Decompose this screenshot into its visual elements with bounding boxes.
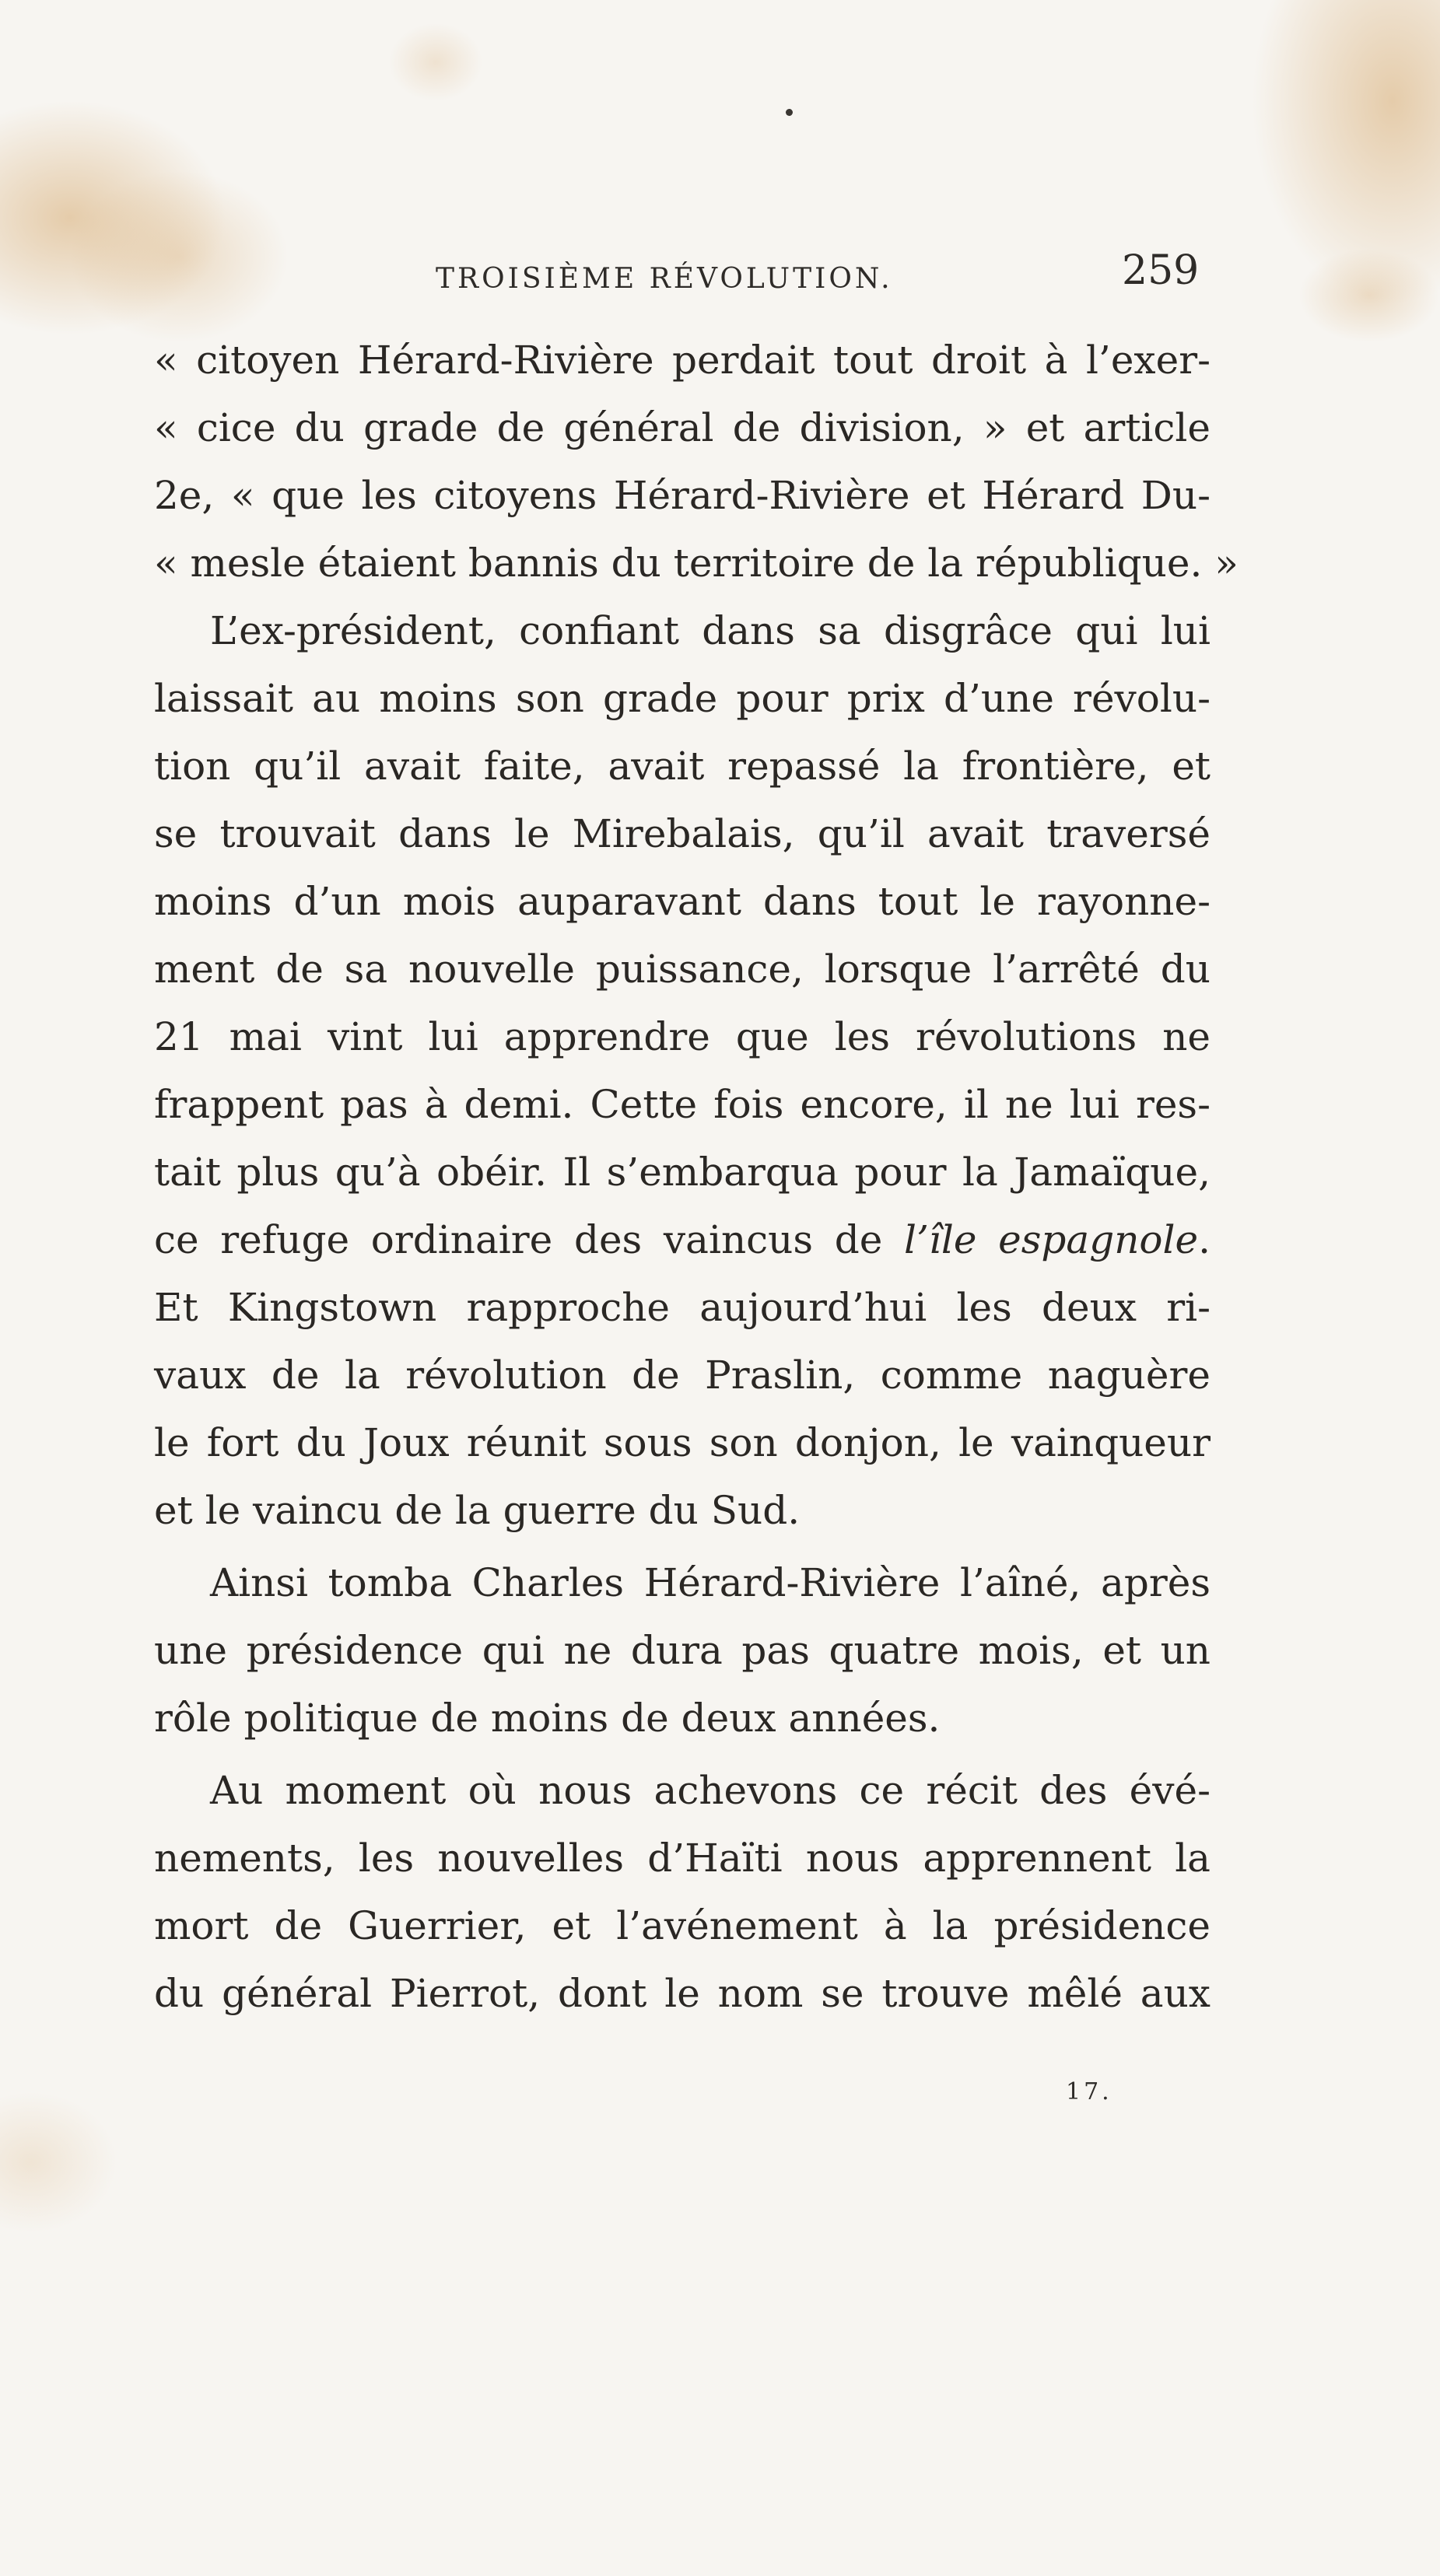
paragraph-start-line: Au moment où nous achevons ce récit des évé- [210,1768,1211,1813]
paragraph-start-line: L’ex-président, confiant dans sa disgrâce qui lui [210,608,1211,653]
text-line: frappent pas à demi. Cette fois encore, il ne lui res- [154,1082,1211,1127]
text-segment: . [1198,1217,1211,1262]
text-line: Et Kingstown rapproche aujourd’hui les deux ri- [154,1285,1211,1330]
italic-phrase: l’île espagnole [903,1217,1199,1262]
text-line: rôle politique de moins de deux années. [154,1696,941,1741]
text-line: nements, les nouvelles d’Haïti nous apprennent la [154,1836,1211,1881]
text-line: et le vaincu de la guerre du Sud. [154,1488,801,1533]
text-line: une présidence qui ne dura pas quatre mois, et un [154,1628,1211,1673]
text-line: « mesle étaient bannis du territoire de la république. » [154,541,1239,586]
text-line: « citoyen Hérard-Rivière perdait tout droit à l’exer- [154,338,1211,383]
text-line: 2e, « que les citoyens Hérard-Rivière et Hérard Du- [154,473,1211,518]
body-text [154,327,1239,2028]
running-head: TROISIÈME RÉVOLUTION. [436,263,893,295]
signature-mark: 17. [1066,2078,1112,2105]
text-line: tait plus qu’à obéir. Il s’embarqua pour la Jamaïque, [154,1150,1211,1195]
text-line: moins d’un mois auparavant dans tout le rayonne- [154,879,1211,924]
text-line: du général Pierrot, dont le nom se trouve mêlé aux [154,1971,1211,2016]
text-line: le fort du Joux réunit sous son donjon, le vainqueur [154,1420,1211,1465]
text-line: ment de sa nouvelle puissance, lorsque l’arrêté du [154,947,1211,992]
text-line: tion qu’il avait faite, avait repassé la frontière, et [154,744,1211,789]
text-segment: ce refuge ordinaire des vaincus de [154,1217,904,1262]
text-line: 21 mai vint lui apprendre que les révolutions ne [154,1014,1211,1059]
text-line: mort de Guerrier, et l’avénement à la présidence [154,1903,1211,1948]
text-line: vaux de la révolution de Praslin, comme naguère [154,1353,1211,1398]
text-line: « cice du grade de général de division, » et article [154,405,1211,450]
text-line-with-italic [154,1206,1211,1274]
text-line: se trouvait dans le Mirebalais, qu’il avait traversé [154,811,1211,856]
text-line: laissait au moins son grade pour prix d’une révolu- [154,676,1211,721]
page-number: 259 [1122,247,1200,294]
ornament-dot [786,109,793,116]
paragraph-start-line: Ainsi tomba Charles Hérard-Rivière l’aîné, après [210,1560,1211,1605]
